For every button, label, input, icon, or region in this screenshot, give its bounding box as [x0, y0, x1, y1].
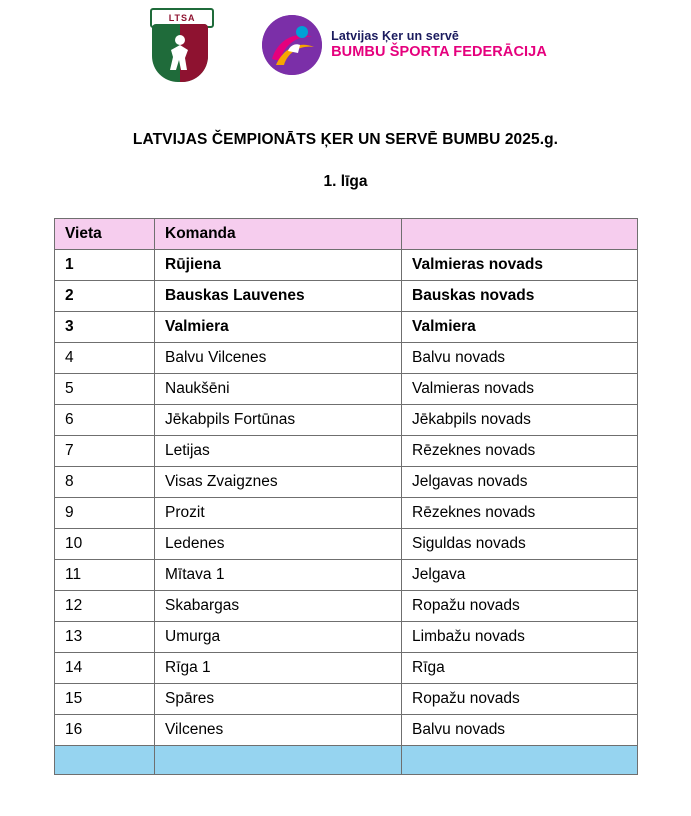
- table-row: [55, 343, 638, 374]
- cell-region: Valmieras novads: [402, 250, 638, 281]
- cell-team: Vilcenes: [155, 715, 402, 746]
- column-header-team: Komanda: [155, 219, 402, 250]
- cell-team: Balvu Vilcenes: [155, 343, 402, 374]
- cell-team: Bauskas Lauvenes: [155, 281, 402, 312]
- cell-place: 8: [55, 467, 155, 498]
- cell-region: Valmieras novads: [402, 374, 638, 405]
- cell-region: Siguldas novads: [402, 529, 638, 560]
- cell-region: Ropažu novads: [402, 591, 638, 622]
- table-row: [55, 653, 638, 684]
- table-row: [55, 281, 638, 312]
- cell-place: 16: [55, 715, 155, 746]
- table-row: [55, 467, 638, 498]
- federation-mark-icon: [262, 15, 322, 75]
- cell-region: Bauskas novads: [402, 281, 638, 312]
- cell-region: [402, 746, 638, 775]
- cell-place: 1: [55, 250, 155, 281]
- table-row: [55, 529, 638, 560]
- cell-region: Jēkabpils novads: [402, 405, 638, 436]
- cell-team: Valmiera: [155, 312, 402, 343]
- table-header: [55, 219, 638, 250]
- ltsa-logo-text: LTSA: [150, 8, 214, 28]
- table-row: [55, 312, 638, 343]
- cell-place: 15: [55, 684, 155, 715]
- cell-place: 5: [55, 374, 155, 405]
- table-row: [55, 498, 638, 529]
- cell-place: 10: [55, 529, 155, 560]
- cell-place: [55, 746, 155, 775]
- cell-team: Ledenes: [155, 529, 402, 560]
- cell-place: 2: [55, 281, 155, 312]
- table-row: [55, 715, 638, 746]
- cell-team: Prozit: [155, 498, 402, 529]
- cell-region: Rēzeknes novads: [402, 436, 638, 467]
- cell-place: 4: [55, 343, 155, 374]
- table-row: [55, 436, 638, 467]
- federation-logo: [262, 15, 547, 75]
- page-subtitle: 1. līga: [323, 173, 368, 190]
- cell-place: 14: [55, 653, 155, 684]
- cell-place: 7: [55, 436, 155, 467]
- table-footer-row: [55, 746, 638, 775]
- page-title: LATVIJAS ČEMPIONĀTS ĶER UN SERVĒ BUMBU 2025.g.: [132, 131, 559, 148]
- cell-place: 11: [55, 560, 155, 591]
- cell-team: [155, 746, 402, 775]
- table-row: [55, 560, 638, 591]
- cell-region: Balvu novads: [402, 343, 638, 374]
- cell-team: Rīga 1: [155, 653, 402, 684]
- table-row: [55, 684, 638, 715]
- cell-region: Balvu novads: [402, 715, 638, 746]
- cell-team: Letijas: [155, 436, 402, 467]
- table-row: [55, 405, 638, 436]
- cell-region: Rēzeknes novads: [402, 498, 638, 529]
- table-row: [55, 374, 638, 405]
- cell-region: Valmiera: [402, 312, 638, 343]
- cell-place: 6: [55, 405, 155, 436]
- cell-team: Visas Zvaigznes: [155, 467, 402, 498]
- ltsa-athlete-icon: [163, 34, 197, 72]
- ltsa-shield-icon: [152, 24, 208, 82]
- cell-region: Jelgava: [402, 560, 638, 591]
- cell-team: Rūjiena: [155, 250, 402, 281]
- standings-table: [54, 218, 638, 775]
- cell-place: 9: [55, 498, 155, 529]
- cell-place: 3: [55, 312, 155, 343]
- cell-team: Mītava 1: [155, 560, 402, 591]
- federation-name-line2: BUMBU ŠPORTA FEDERĀCIJA: [331, 43, 547, 60]
- logo-row: [0, 0, 691, 82]
- cell-team: Skabargas: [155, 591, 402, 622]
- column-header-region: [402, 219, 638, 250]
- table-row: [55, 250, 638, 281]
- cell-team: Jēkabpils Fortūnas: [155, 405, 402, 436]
- cell-region: Limbažu novads: [402, 622, 638, 653]
- column-header-place: Vieta: [55, 219, 155, 250]
- cell-region: Ropažu novads: [402, 684, 638, 715]
- ltsa-logo: [144, 8, 216, 82]
- table-row: [55, 622, 638, 653]
- federation-swash-icon: [262, 15, 322, 75]
- table-body: [55, 250, 638, 775]
- cell-place: 12: [55, 591, 155, 622]
- cell-team: Umurga: [155, 622, 402, 653]
- federation-name-line1: Latvijas Ķer un servē: [331, 29, 459, 44]
- cell-team: Spāres: [155, 684, 402, 715]
- standings-table-wrapper: [54, 218, 637, 775]
- table-row: [55, 591, 638, 622]
- federation-text: [331, 29, 547, 60]
- table-header-row: [55, 219, 638, 250]
- cell-region: Jelgavas novads: [402, 467, 638, 498]
- cell-team: Naukšēni: [155, 374, 402, 405]
- cell-region: Rīga: [402, 653, 638, 684]
- cell-place: 13: [55, 622, 155, 653]
